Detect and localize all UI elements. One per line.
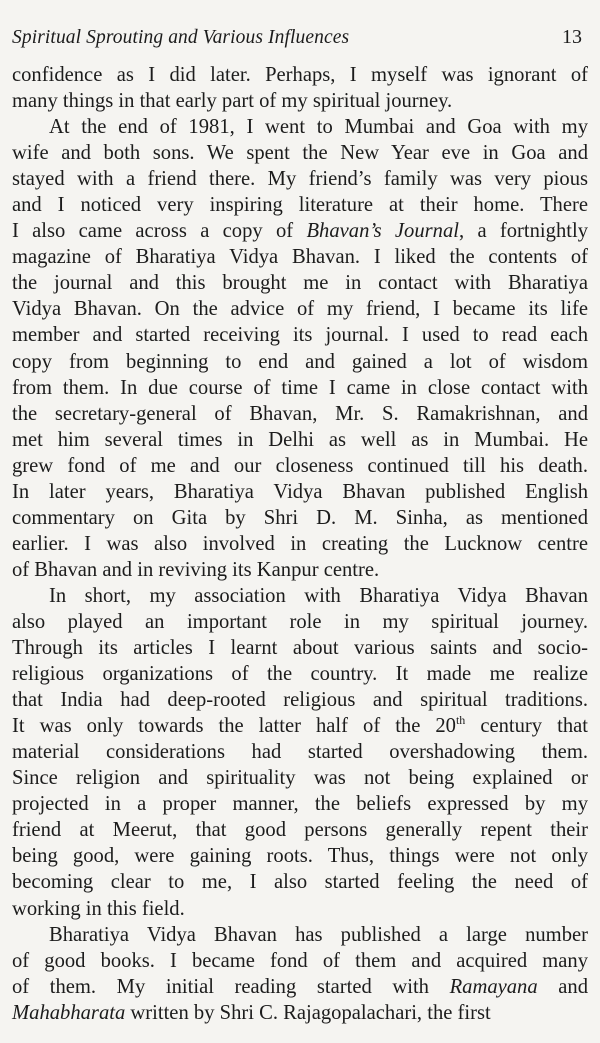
text-run: of Bhavan and in reviving its Kanpur centre. [12,558,380,581]
paragraph [12,62,588,114]
paragraph [12,922,588,1026]
italic-title: Mahabharata [12,1001,126,1024]
book-page [12,26,588,1026]
text-run: stayed with a friend there. My friend’s family was very pious [12,168,588,191]
text-line [12,661,588,687]
text-line [12,322,588,348]
text-line [12,140,588,166]
text-run: projected in a proper manner, the beliefs expressed by my [12,793,588,816]
text-line [12,791,588,817]
page-header [12,26,588,52]
text-run: religious organizations of the country. It made me realize [12,663,588,686]
text-run: magazine of Bharatiya Vidya Bhavan. I liked the contents of [12,246,588,269]
text-run: that India had deep-rooted religious and spiritual traditions. [12,689,588,712]
text-run: , a fortnightly [458,220,588,243]
paragraph [12,583,588,922]
text-run: being good, were gaining roots. Thus, things were not only [12,845,588,868]
text-line [12,974,588,1000]
italic-title: Ramayana [449,975,538,998]
text-run: met him several times in Delhi as well as in Mumbai. He [12,428,588,451]
text-line [12,453,588,479]
text-run: Bharatiya Vidya Bhavan has published a large number [49,923,588,946]
text-line [12,713,588,739]
text-line [12,505,588,531]
text-run: At the end of 1981, I went to Mumbai and Goa with my [49,116,588,139]
text-run: and I noticed very inspiring literature at their home. There [12,194,588,217]
text-run: wife and both sons. We spent the New Year eve in Goa and [12,142,588,165]
text-line [12,114,588,140]
text-run: Since religion and spirituality was not being explained or [12,767,588,790]
text-run: written by Shri C. Rajagopalachari, the first [125,1001,491,1024]
text-run: working in this field. [12,897,185,920]
text-line [12,583,588,609]
text-line [12,635,588,661]
text-run: member and started receiving its journal. I used to read each [12,324,588,347]
text-line [12,427,588,453]
text-run: copy from beginning to end and gained a lot of wisdom [12,350,588,373]
text-run: material considerations had started overshadowing them. [12,741,588,764]
text-run: of good books. I became fond of them and acquired many [12,949,588,972]
text-run: many things in that early part of my spiritual journey. [12,90,453,113]
text-line [12,270,588,296]
running-head: Spiritual Sprouting and Various Influences [12,27,350,48]
text-line [12,609,588,635]
text-run: It was only towards the latter half of the 20 [12,715,456,738]
text-line [12,244,588,270]
text-run: confidence as I did later. Perhaps, I myself was ignorant of [12,64,588,86]
text-run: century that [465,715,588,738]
text-line [12,192,588,218]
text-line [12,765,588,791]
text-line [12,218,588,244]
text-line [12,948,588,974]
page-number: 13 [562,26,582,48]
text-run: commentary on Gita by Shri D. M. Sinha, as mentioned [12,506,588,529]
ordinal-suffix: th [455,713,466,728]
text-line [12,62,588,88]
text-line [12,922,588,948]
text-line [12,557,588,583]
text-run: earlier. I was also involved in creating the Lucknow centre [12,532,588,555]
text-run: Vidya Bhavan. On the advice of my friend, I became its life [12,298,588,321]
paragraph [12,114,588,583]
text-line [12,401,588,427]
text-run: of them. My initial reading started with [12,975,450,998]
text-run: from them. In due course of time I came in close contact with [12,376,588,399]
italic-title: Bhavan’s Journal [306,220,459,243]
text-line [12,479,588,505]
body-text [12,62,588,1026]
text-line [12,869,588,895]
text-run: Through its articles I learnt about various saints and socio- [12,637,588,660]
text-run: I also came across a copy of [12,220,307,243]
text-run: also played an important role in my spiritual journey. [12,610,588,633]
text-run: the secretary-general of Bhavan, Mr. S. Ramakrishnan, and [12,402,588,425]
text-run: grew fond of me and our closeness continued till his death. [12,454,588,477]
text-line [12,166,588,192]
text-line [12,349,588,375]
text-line [12,1000,588,1026]
text-line [12,739,588,765]
text-line [12,88,588,114]
text-line [12,817,588,843]
text-line [12,687,588,713]
text-line [12,296,588,322]
text-run: becoming clear to me, I also started feeling the need of [12,871,588,894]
text-run: friend at Meerut, that good persons generally repent their [12,819,588,842]
text-line [12,843,588,869]
text-run: In later years, Bharatiya Vidya Bhavan published English [12,480,588,503]
text-run: and [537,975,588,998]
text-line [12,531,588,557]
text-line [12,896,588,922]
text-run: the journal and this brought me in contact with Bharatiya [12,272,588,295]
text-run: In short, my association with Bharatiya Vidya Bhavan [49,584,588,607]
text-line [12,375,588,401]
